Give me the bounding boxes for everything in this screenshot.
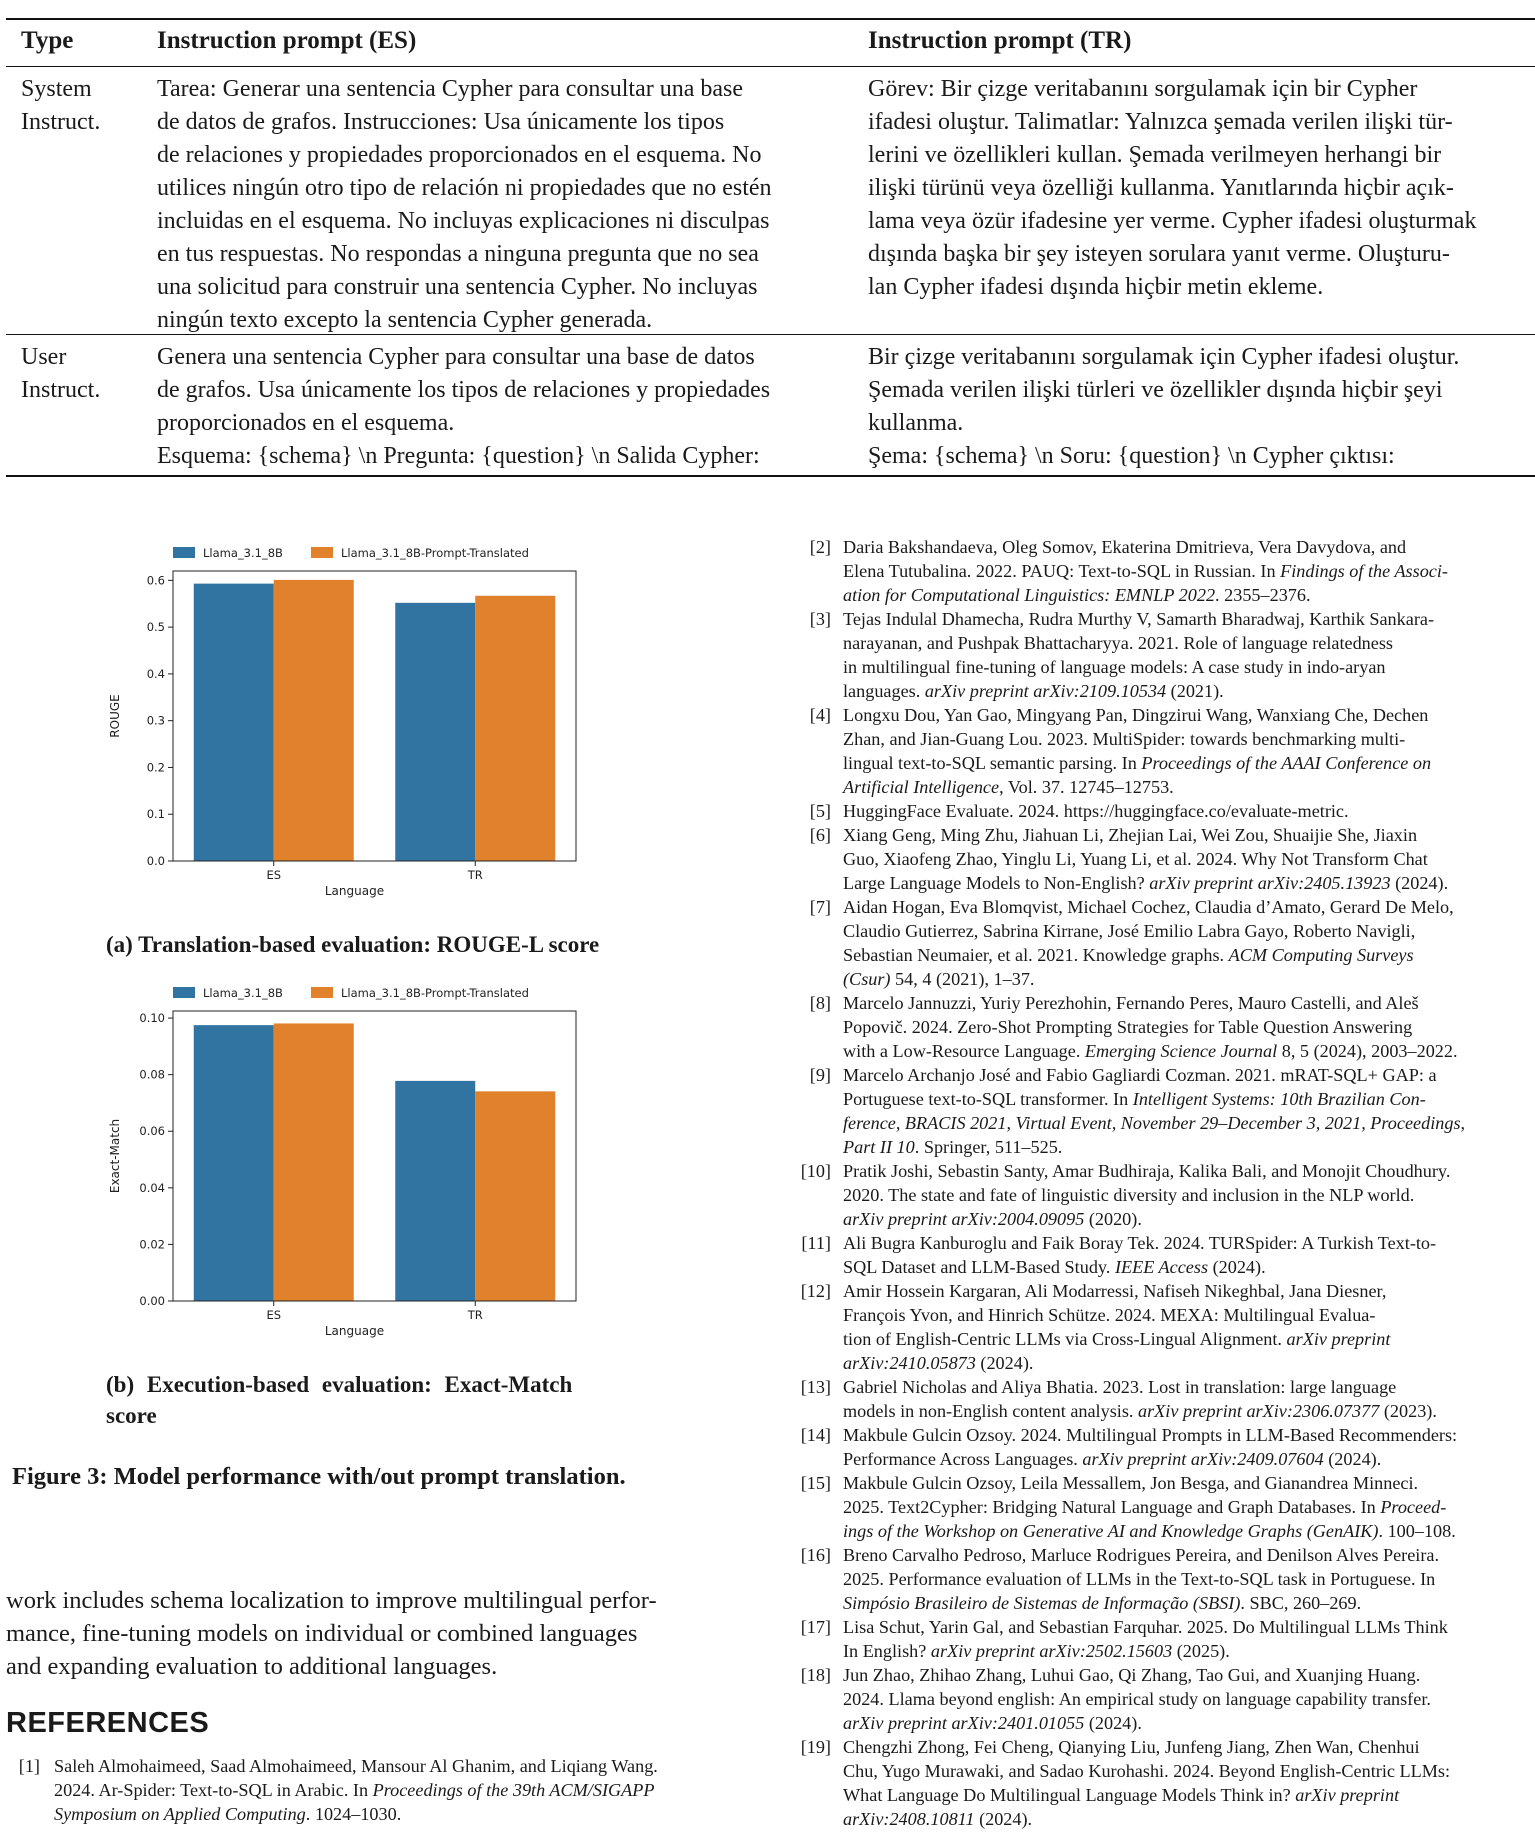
- chart-exact-match: [100, 978, 590, 1348]
- reference-line: arXiv:2408.10811 (2024).: [843, 1809, 1033, 1829]
- text-line: Genera una sentencia Cypher para consultar una base de datos: [157, 344, 755, 370]
- reference-line: Sebastian Neumaier, et al. 2021. Knowledge graphs. ACM Computing Surveys: [843, 945, 1414, 965]
- chart-legend: [173, 986, 529, 1000]
- y-tick-label: 0.6: [146, 573, 165, 588]
- reference-number: [19]: [800, 1737, 831, 1757]
- reference-line: narayanan, and Pushpak Bhattacharyya. 2021. Role of language relatedness: [843, 633, 1393, 653]
- bar: [475, 1091, 555, 1301]
- text-line: kullanma.: [868, 410, 964, 436]
- x-tick-label: TR: [467, 1308, 483, 1322]
- reference-number: [6]: [809, 825, 831, 845]
- text-line: Tarea: Generar una sentencia Cypher para consultar una base: [157, 76, 744, 102]
- x-axis-label: Language: [324, 1324, 385, 1338]
- y-tick-label: 0.5: [146, 620, 165, 635]
- reference-number: [14]: [800, 1425, 831, 1445]
- reference-line: lingual text-to-SQL semantic parsing. In Proceedings of the AAAI Conference on: [843, 753, 1432, 773]
- row-system-type: [21, 73, 141, 139]
- bar: [274, 580, 354, 861]
- reference-line: Pratik Joshi, Sebastin Santy, Amar Budhiraja, Kalika Bali, and Monojit Choudhury.: [843, 1161, 1451, 1181]
- reference-number: [10]: [800, 1161, 831, 1181]
- legend-label: Llama_3.1_8B: [203, 546, 283, 560]
- bar: [395, 1081, 475, 1301]
- reference-text: [843, 1543, 1535, 1615]
- table-bottom-rule: [6, 475, 1535, 477]
- reference-number: [1]: [18, 1756, 40, 1776]
- reference-text: [843, 1159, 1535, 1231]
- reference-number: [13]: [800, 1377, 831, 1397]
- reference-line: in multilingual fine-tuning of language models: A case study in indo-aryan: [843, 657, 1386, 677]
- text-line: en tus respuestas. No respondas a ninguna pregunta que no sea: [157, 241, 759, 267]
- body-paragraph: [6, 1584, 746, 1683]
- reference-line: In English? arXiv preprint arXiv:2502.15603 (2025).: [843, 1641, 1230, 1661]
- reference-line: Xiang Geng, Ming Zhu, Jiahuan Li, Zhejian Lai, Wei Zou, Shuaijie She, Jiaxin: [843, 825, 1418, 845]
- caption-a: (a) Translation-based evaluation: ROUGE-L score: [106, 932, 600, 957]
- row-user-type: [21, 341, 141, 407]
- text-line: de grafos. Usa únicamente los tipos de relaciones y propiedades: [157, 377, 771, 403]
- reference-number: [8]: [809, 993, 831, 1013]
- reference-number: [16]: [800, 1545, 831, 1565]
- row-system-es: [157, 73, 847, 337]
- reference-line: arXiv:2410.05873 (2024).: [843, 1353, 1034, 1373]
- y-tick-label: 0.06: [139, 1124, 165, 1139]
- legend-swatch: [311, 987, 333, 998]
- row-user-es: [157, 341, 847, 473]
- legend-label: Llama_3.1_8B: [203, 986, 283, 1000]
- reference-number: [7]: [809, 897, 831, 917]
- reference-line: Amir Hossein Kargaran, Ali Modarressi, Nafiseh Nikeghbal, Jana Diesner,: [843, 1281, 1387, 1301]
- reference-line: Symposium on Applied Computing. 1024–1030.: [54, 1804, 402, 1824]
- reference-line: 2025. Performance evaluation of LLMs in the Text-to-SQL task in Portuguese. In: [843, 1569, 1436, 1589]
- reference-text: [843, 991, 1535, 1063]
- reference-line: Saleh Almohaimeed, Saad Almohaimeed, Mansour Al Ghanim, and Liqiang Wang.: [54, 1756, 658, 1776]
- reference-text: [843, 1423, 1535, 1471]
- reference-text: [843, 1231, 1535, 1279]
- reference-text: [843, 895, 1535, 991]
- reference-text: [843, 823, 1535, 895]
- reference-number: [5]: [809, 801, 831, 821]
- reference-line: SQL Dataset and LLM-Based Study. IEEE Access (2024).: [843, 1257, 1266, 1277]
- text-line: Esquema: {schema} \n Pregunta: {question} \n Salida Cypher:: [157, 443, 760, 469]
- reference-line: Aidan Hogan, Eva Blomqvist, Michael Cochez, Claudia d’Amato, Gerard De Melo,: [843, 897, 1454, 917]
- reference-text: [843, 535, 1535, 607]
- reference-line: ings of the Workshop on Generative AI and Knowledge Graphs (GenAIK). 100–108.: [843, 1521, 1456, 1541]
- reference-text: [843, 1663, 1535, 1735]
- reference-line: 2024. Ar-Spider: Text-to-SQL in Arabic. In Proceedings of the 39th ACM/SIGAPP: [54, 1780, 655, 1800]
- reference-number: [4]: [809, 705, 831, 725]
- reference-line: François Yvon, and Hinrich Schütze. 2024. MEXA: Multilingual Evalua-: [843, 1305, 1376, 1325]
- reference-line: Lisa Schut, Yarin Gal, and Sebastian Farquhar. 2025. Do Multilingual LLMs Think: [843, 1617, 1448, 1637]
- text-line: dışında başka bir şey isteyen sorulara yanıt verme. Oluşturu-: [868, 241, 1450, 267]
- x-axis-label: Language: [324, 884, 385, 898]
- reference-line: What Language Do Multilingual Language Models Think in? arXiv preprint: [843, 1785, 1400, 1805]
- reference-line: Performance Across Languages. arXiv preprint arXiv:2409.07604 (2024).: [843, 1449, 1382, 1469]
- bar: [274, 1023, 354, 1301]
- reference-line: Artificial Intelligence, Vol. 37. 12745–12753.: [843, 777, 1174, 797]
- text-line: incluidas en el esquema. No incluyas explicaciones ni disculpas: [157, 208, 770, 234]
- y-axis-label: ROUGE: [108, 694, 122, 738]
- reference-text: [843, 1615, 1535, 1663]
- header-type: Type: [21, 27, 74, 54]
- x-tick-label: ES: [266, 1308, 282, 1322]
- reference-line: (Csur) 54, 4 (2021), 1–37.: [843, 969, 1035, 989]
- header-es: Instruction prompt (ES): [157, 27, 417, 54]
- table-top-rule: [6, 18, 1535, 20]
- reference-line: Marcelo Jannuzzi, Yuriy Perezhohin, Fernando Peres, Mauro Castelli, and Aleš: [843, 993, 1419, 1013]
- reference-line: languages. arXiv preprint arXiv:2109.10534 (2021).: [843, 681, 1224, 701]
- reference-number: [17]: [800, 1617, 831, 1637]
- reference-line: Chu, Yugo Murawaki, and Sadao Kurohashi. 2024. Beyond English-Centric LLMs:: [843, 1761, 1451, 1781]
- legend-swatch: [173, 547, 195, 558]
- legend-label: Llama_3.1_8B-Prompt-Translated: [341, 986, 529, 1000]
- x-tick-label: ES: [266, 868, 282, 882]
- text-line: ilişki türünü veya özelliği kullanma. Yanıtlarında hiçbir açık-: [868, 175, 1454, 201]
- reference-text: [843, 799, 1535, 823]
- reference-line: Guo, Xiaofeng Zhao, Yinglu Li, Yuang Li, et al. 2024. Why Not Transform Chat: [843, 849, 1428, 869]
- bar: [475, 596, 555, 861]
- reference-line: Makbule Gulcin Ozsoy, Leila Messallem, Jon Besga, and Gianandrea Minneci.: [843, 1473, 1419, 1493]
- chart-rouge: [100, 538, 590, 908]
- text-line: User: [21, 344, 67, 370]
- y-tick-label: 0.08: [139, 1067, 165, 1082]
- y-tick-label: 0.10: [139, 1011, 165, 1026]
- reference-line: with a Low-Resource Language. Emerging Science Journal 8, 5 (2024), 2003–2022.: [843, 1041, 1458, 1061]
- reference-line: 2025. Text2Cypher: Bridging Natural Language and Graph Databases. In Proceed-: [843, 1497, 1447, 1517]
- y-axis-label: Exact-Match: [108, 1118, 122, 1194]
- text-line: System: [21, 76, 92, 102]
- text-line: work includes schema localization to improve multilingual perfor-: [6, 1587, 657, 1614]
- reference-line: Claudio Gutierrez, Sabrina Kirrane, José Emilio Labra Gayo, Roberto Navigli,: [843, 921, 1416, 941]
- reference-number: [11]: [801, 1233, 831, 1253]
- reference-line: Gabriel Nicholas and Aliya Bhatia. 2023. Lost in translation: large language: [843, 1377, 1397, 1397]
- caption-b-line-1: (b) Execution-based evaluation: Exact-Match: [106, 1372, 573, 1397]
- reference-line: Part II 10. Springer, 511–525.: [843, 1137, 1063, 1157]
- reference-line: Marcelo Archanjo José and Fabio Gagliardi Cozman. 2021. mRAT-SQL+ GAP: a: [843, 1065, 1437, 1085]
- reference-line: Daria Bakshandaeva, Oleg Somov, Ekaterina Dmitrieva, Vera Davydova, and: [843, 537, 1407, 557]
- y-tick-label: 0.2: [146, 760, 165, 775]
- reference-text: [843, 1471, 1535, 1543]
- reference-line: Makbule Gulcin Ozsoy. 2024. Multilingual Prompts in LLM-Based Recommenders:: [843, 1425, 1458, 1445]
- reference-line: Large Language Models to Non-English? arXiv preprint arXiv:2405.13923 (2024).: [843, 873, 1449, 893]
- bar: [194, 1025, 274, 1301]
- y-tick-label: 0.1: [146, 807, 165, 822]
- text-line: utilices ningún otro tipo de relación ni propiedades que no estén: [157, 175, 772, 201]
- text-line: Instruct.: [21, 377, 101, 403]
- reference-line: Longxu Dou, Yan Gao, Mingyang Pan, Dingzirui Wang, Wanxiang Che, Dechen: [843, 705, 1429, 725]
- text-line: Bir çizge veritabanını sorgulamak için Cypher ifadesi oluştur.: [868, 344, 1460, 370]
- bar: [194, 584, 274, 861]
- y-tick-label: 0.00: [139, 1294, 165, 1308]
- reference-line: Jun Zhao, Zhihao Zhang, Luhui Gao, Qi Zhang, Tao Gui, and Xuanjing Huang.: [843, 1665, 1421, 1685]
- reference-line: Elena Tutubalina. 2022. PAUQ: Text-to-SQL in Russian. In Findings of the Associ-: [843, 561, 1448, 581]
- legend-swatch: [311, 547, 333, 558]
- reference-number: [2]: [809, 537, 831, 557]
- legend-label: Llama_3.1_8B-Prompt-Translated: [341, 546, 529, 560]
- reference-line: Chengzhi Zhong, Fei Cheng, Qianying Liu, Junfeng Jiang, Zhen Wan, Chenhui: [843, 1737, 1420, 1757]
- text-line: Şemada verilen ilişki türleri ve özellikler dışında hiçbir şeyi: [868, 377, 1443, 403]
- y-tick-label: 0.4: [146, 666, 165, 681]
- text-line: Şema: {schema} \n Soru: {question} \n Cypher çıktısı:: [868, 443, 1395, 469]
- reference-line: Popovič. 2024. Zero-Shot Prompting Strategies for Table Question Answering: [843, 1017, 1413, 1037]
- text-line: de datos de grafos. Instrucciones: Usa únicamente los tipos: [157, 109, 725, 135]
- header-tr: Instruction prompt (TR): [868, 27, 1132, 54]
- text-line: proporcionados en el esquema.: [157, 410, 455, 436]
- caption-b-line-2: score: [106, 1403, 157, 1428]
- row-user-tr: [868, 341, 1535, 473]
- reference-line: 2024. Llama beyond english: An empirical study on language capability transfer.: [843, 1689, 1431, 1709]
- reference-number: [9]: [809, 1065, 831, 1085]
- text-line: ningún texto excepto la sentencia Cypher generada.: [157, 307, 653, 333]
- reference-text: [843, 703, 1535, 799]
- text-line: Görev: Bir çizge veritabanını sorgulamak için bir Cypher: [868, 76, 1418, 102]
- row-system-tr: [868, 73, 1535, 304]
- reference-line: models in non-English content analysis. arXiv preprint arXiv:2306.07377 (2023).: [843, 1401, 1437, 1421]
- text-line: lama veya özür ifadesine yer verme. Cypher ifadesi oluşturmak: [868, 208, 1477, 234]
- reference-line: ation for Computational Linguistics: EMNLP 2022. 2355–2376.: [843, 585, 1311, 605]
- chart-legend: [173, 546, 529, 560]
- text-line: lerini ve özellikleri kullan. Şemada verilmeyen herhangi bir: [868, 142, 1442, 168]
- reference-text: [843, 1375, 1535, 1423]
- reference-text: [843, 1063, 1535, 1159]
- caption-b: [106, 1369, 631, 1431]
- reference-text: [843, 1279, 1535, 1375]
- text-line: and expanding evaluation to additional languages.: [6, 1653, 498, 1680]
- reference-line: arXiv preprint arXiv:2004.09095 (2020).: [843, 1209, 1142, 1229]
- reference-line: arXiv preprint arXiv:2401.01055 (2024).: [843, 1713, 1142, 1733]
- bar: [395, 603, 475, 861]
- reference-line: Zhan, and Jian-Guang Lou. 2023. MultiSpider: towards benchmarking multi-: [843, 729, 1406, 749]
- reference-line: tion of English-Centric LLMs via Cross-Lingual Alignment. arXiv preprint: [843, 1329, 1391, 1349]
- reference-text: [843, 1735, 1535, 1831]
- figure-caption: Figure 3: Model performance with/out prompt translation.: [12, 1463, 626, 1490]
- text-line: Instruct.: [21, 109, 101, 135]
- y-tick-label: 0.02: [139, 1237, 165, 1252]
- reference-line: Ali Bugra Kanburoglu and Faik Boray Tek. 2024. TURSpider: A Turkish Text-to-: [843, 1233, 1437, 1253]
- text-line: ifadesi oluştur. Talimatlar: Yalnızca şemada verilen ilişki tür-: [868, 109, 1453, 135]
- reference-line: Simpósio Brasileiro de Sistemas de Informação (SBSI). SBC, 260–269.: [843, 1593, 1362, 1613]
- reference-number: [3]: [809, 609, 831, 629]
- reference-number: [18]: [800, 1665, 831, 1685]
- text-line: una solicitud para construir una sentencia Cypher. No incluyas: [157, 274, 758, 300]
- reference-number: [12]: [800, 1281, 831, 1301]
- table-header-rule: [6, 66, 1535, 67]
- text-line: mance, fine-tuning models on individual or combined languages: [6, 1620, 638, 1647]
- references-heading: REFERENCES: [6, 1707, 210, 1739]
- table-row-rule: [6, 334, 1535, 335]
- y-tick-label: 0.04: [139, 1180, 165, 1195]
- text-line: lan Cypher ifadesi dışında hiçbir metin ekleme.: [868, 274, 1324, 300]
- reference-line: Portuguese text-to-SQL transformer. In Intelligent Systems: 10th Brazilian Con-: [843, 1089, 1426, 1109]
- reference-text: [843, 607, 1535, 703]
- x-tick-label: TR: [467, 868, 483, 882]
- reference-number: [15]: [800, 1473, 831, 1493]
- reference-text: [54, 1754, 754, 1826]
- y-tick-label: 0.3: [146, 713, 165, 728]
- y-tick-label: 0.0: [146, 854, 165, 868]
- text-line: de relaciones y propiedades proporcionados en el esquema. No: [157, 142, 762, 168]
- reference-line: Breno Carvalho Pedroso, Marluce Rodrigues Pereira, and Denilson Alves Pereira.: [843, 1545, 1439, 1565]
- reference-line: 2020. The state and fate of linguistic diversity and inclusion in the NLP world.: [843, 1185, 1415, 1205]
- reference-line: HuggingFace Evaluate. 2024. https://huggingface.co/evaluate-metric.: [843, 801, 1349, 821]
- reference-line: ference, BRACIS 2021, Virtual Event, November 29–December 3, 2021, Proceedings,: [843, 1113, 1466, 1133]
- reference-line: Tejas Indulal Dhamecha, Rudra Murthy V, Samarth Bharadwaj, Karthik Sankara-: [843, 609, 1435, 629]
- legend-swatch: [173, 987, 195, 998]
